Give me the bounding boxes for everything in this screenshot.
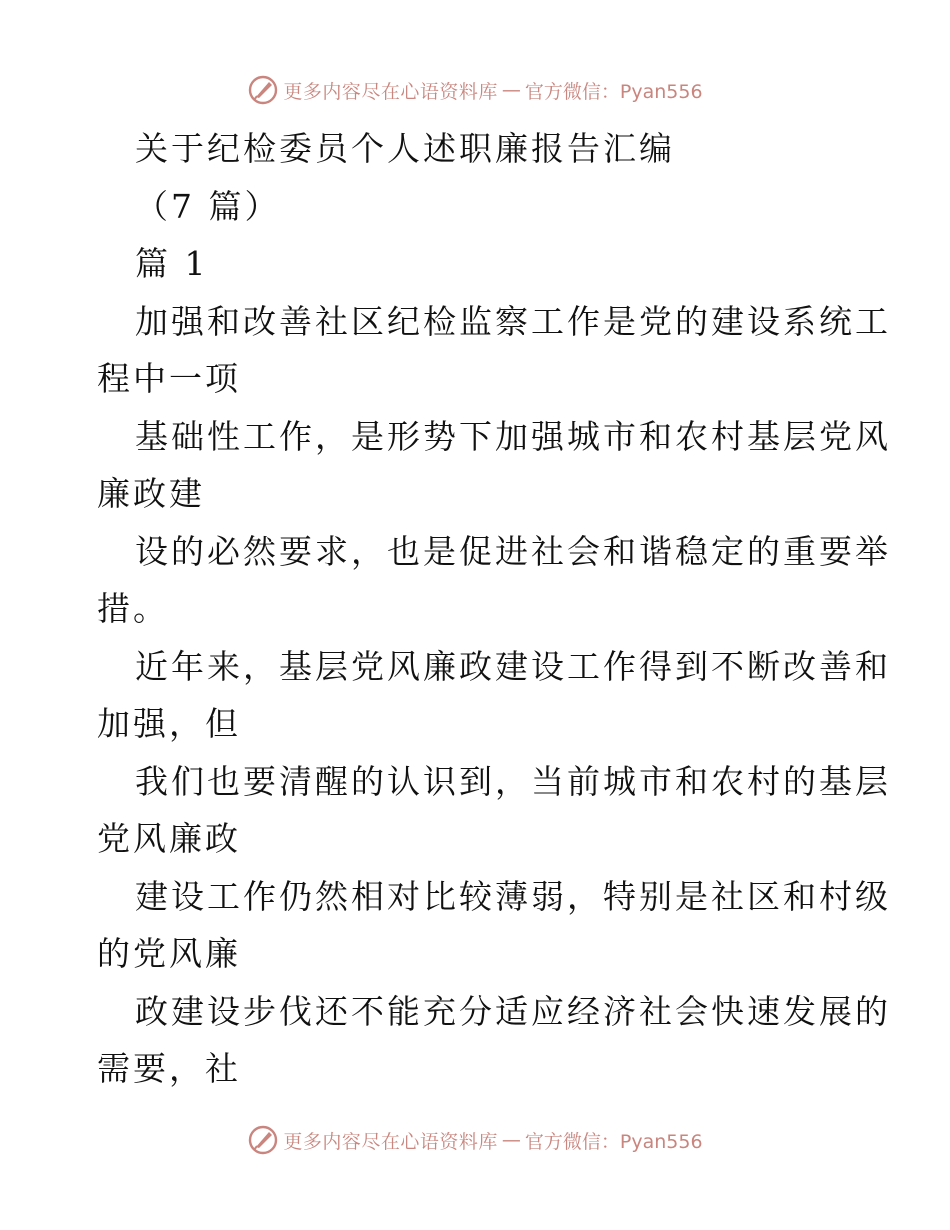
footer-banner-separator: —: [501, 1129, 521, 1151]
document-title: 关于纪检委员个人述职廉报告汇编: [135, 129, 675, 168]
footer-banner: [0, 1120, 950, 1160]
paragraph-line: 的党风廉: [97, 934, 241, 973]
header-banner-separator: —: [501, 79, 521, 101]
quill-logo-icon: [247, 1124, 279, 1156]
paragraph-line: 基础性工作，是形势下加强城市和农村基层党风: [135, 416, 891, 456]
paragraph-line: 建设工作仍然相对比较薄弱，特别是社区和村级: [135, 876, 891, 916]
paragraph-line: 需要，社: [97, 1049, 241, 1088]
paragraph-line: 程中一项: [97, 359, 241, 398]
paragraph-line: 我们也要清醒的认识到，当前城市和农村的基层: [135, 761, 891, 801]
paragraph-line: 设的必然要求，也是促进社会和谐稳定的重要举: [135, 531, 891, 571]
paragraph-line: 措。: [97, 589, 169, 628]
document-subtitle: （7 篇）: [135, 186, 281, 226]
paragraph-line: 加强和改善社区纪检监察工作是党的建设系统工: [135, 301, 891, 341]
paragraph-line: 政建设步伐还不能充分适应经济社会快速发展的: [135, 991, 891, 1031]
document-body: [97, 120, 891, 1098]
paragraph-line: 加强，但: [97, 704, 241, 743]
header-banner: [0, 70, 950, 110]
header-banner-wechat: 官方微信：Pyan556: [524, 80, 703, 103]
section-heading: 篇 1: [135, 244, 209, 283]
quill-logo-icon: [247, 74, 279, 106]
header-banner-text: 更多内容尽在心语资料库: [283, 80, 498, 103]
footer-banner-text: 更多内容尽在心语资料库: [283, 1130, 498, 1153]
paragraph-line: 近年来，基层党风廉政建设工作得到不断改善和: [135, 646, 891, 686]
paragraph-line: 廉政建: [97, 474, 205, 513]
footer-banner-wechat: 官方微信：Pyan556: [524, 1130, 703, 1153]
paragraph-line: 党风廉政: [97, 819, 241, 858]
